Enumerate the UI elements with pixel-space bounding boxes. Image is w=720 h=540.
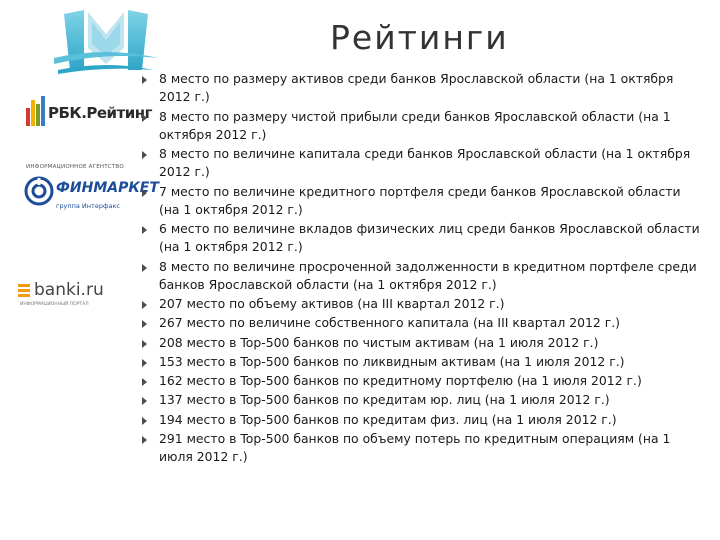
list-item	[142, 70, 702, 106]
list-item-text: 208 место в Top-500 банков по чистым активам (на 1 июля 2012 г.)	[159, 334, 599, 350]
bullet-icon	[142, 417, 147, 425]
banki-logo	[18, 280, 136, 310]
bullet-icon	[142, 378, 147, 386]
list-item-text: 8 место по размеру чистой прибыли среди банков Ярославской области (на 1 октября 2012 г.)	[159, 108, 671, 142]
finmarket-name: ФИНМАРКЕТ	[56, 180, 159, 196]
page-title: Рейтинги	[330, 18, 509, 57]
list-item	[142, 220, 702, 256]
banki-subtitle: ИНФОРМАЦИОННЫЙ ПОРТАЛ	[20, 302, 89, 307]
bullet-icon	[142, 76, 147, 84]
list-item-text: 267 место по величине собственного капитала (на III квартал 2012 г.)	[159, 315, 620, 331]
bullet-icon	[142, 436, 147, 444]
list-item	[142, 372, 702, 390]
list-item-text: 153 место в Top-500 банков по ликвидным активам (на 1 июля 2012 г.)	[159, 353, 625, 369]
list-item-text: 8 место по размеру активов среди банков Ярославской области (на 1 октября 2012 г.)	[159, 71, 674, 105]
list-item	[142, 391, 702, 409]
bullet-icon	[142, 151, 147, 159]
list-item	[142, 183, 702, 219]
ratings-list	[142, 70, 702, 468]
bullet-icon	[142, 189, 147, 197]
rbk-rating-logo	[24, 94, 152, 130]
list-item	[142, 411, 702, 429]
banki-name: banki.ru	[34, 280, 104, 300]
list-item-text: 8 место по величине просроченной задолженности в кредитном портфеле среди банков Ярославской области (на 1 октября 2012 г.)	[159, 258, 697, 292]
finmarket-logo	[22, 164, 159, 228]
list-item	[142, 258, 702, 294]
list-item	[142, 295, 702, 313]
list-item-text: 7 место по величине кредитного портфеля среди банков Ярославской области (на 1 октября 2012 г.)	[159, 183, 681, 217]
bullet-icon	[142, 320, 147, 328]
bullet-icon	[142, 226, 147, 234]
list-item	[142, 314, 702, 332]
finmarket-agency-label: ИНФОРМАЦИОННОЕ АГЕНТСТВО	[26, 164, 124, 170]
list-item-text: 137 место в Top-500 банков по кредитам юр. лиц (на 1 июля 2012 г.)	[159, 392, 610, 408]
bullet-icon	[142, 359, 147, 367]
bullet-icon	[142, 301, 147, 309]
list-item-text: 6 место по величине вкладов физических лиц среди банков Ярославской области (на 1 октября 2012 г.)	[159, 221, 700, 255]
list-item	[142, 108, 702, 144]
bullet-icon	[142, 397, 147, 405]
list-item-text: 8 место по величине капитала среди банков Ярославской области (на 1 октября 2012 г.)	[159, 146, 691, 180]
list-item	[142, 145, 702, 181]
list-item-text: 291 место в Top-500 банков по объему потерь по кредитным операциям (на 1 июля 2012 г.)	[159, 431, 671, 465]
list-item	[142, 353, 702, 371]
list-item-text: 162 место в Top-500 банков по кредитному портфелю (на 1 июля 2012 г.)	[159, 373, 642, 389]
bullet-icon	[142, 340, 147, 348]
list-item	[142, 334, 702, 352]
bullet-icon	[142, 264, 147, 272]
list-item-text: 194 место в Top-500 банков по кредитам физ. лиц (на 1 июля 2012 г.)	[159, 411, 617, 427]
rbk-rating-label: РБК.Рейтинг	[48, 104, 152, 122]
finmarket-subtitle: группа Интерфакс	[56, 202, 121, 210]
list-item-text: 207 место по объему активов (на III квартал 2012 г.)	[159, 296, 505, 311]
bullet-icon	[142, 114, 147, 122]
list-item	[142, 430, 702, 466]
